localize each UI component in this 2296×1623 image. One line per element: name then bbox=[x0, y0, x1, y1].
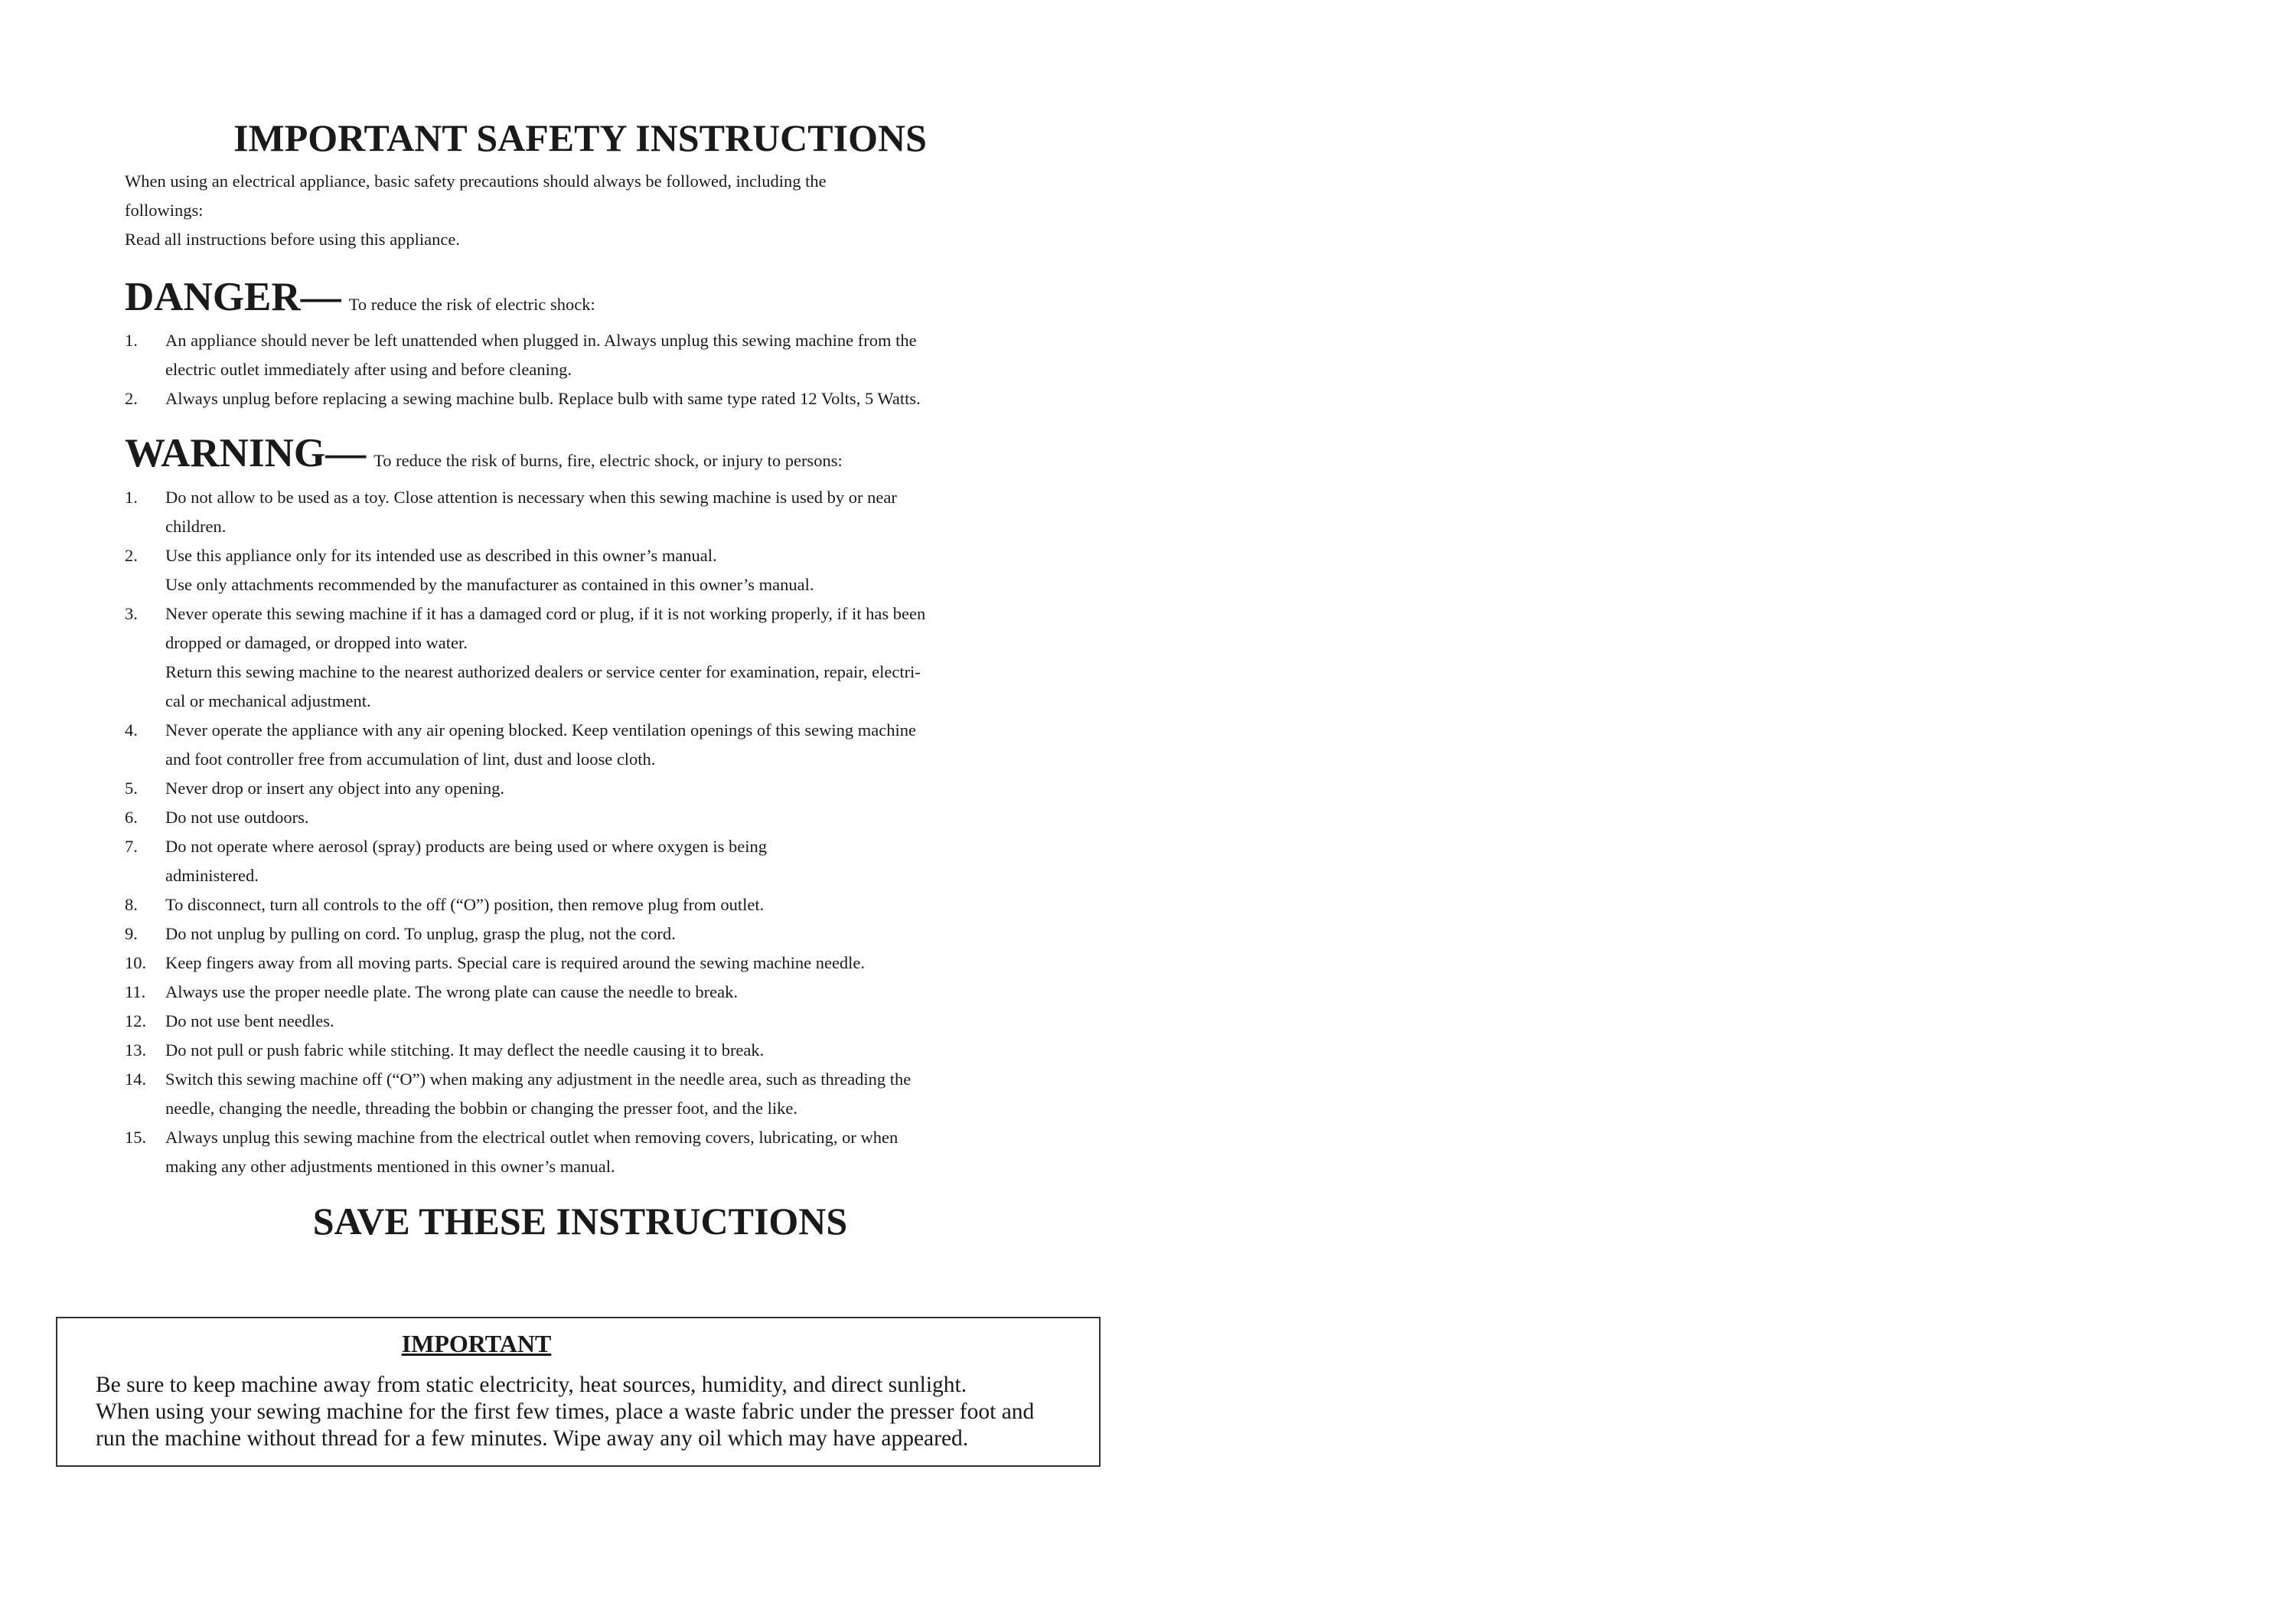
item-number: 1. bbox=[125, 331, 138, 350]
intro-paragraph bbox=[125, 167, 1043, 254]
item-text: Always use the proper needle plate. The wrong plate can cause the needle to break. bbox=[165, 982, 739, 1001]
item-number: 7. bbox=[125, 837, 138, 856]
warning-item bbox=[125, 1007, 1043, 1036]
intro-line: Read all instructions before using this appliance. bbox=[125, 230, 461, 249]
warning-title: WARNING— bbox=[125, 431, 367, 475]
item-number: 10. bbox=[125, 953, 147, 972]
item-text: Always unplug this sewing machine from the electrical outlet when removing covers, lubricating, or when making any other adjustments mentioned in this owner’s manual. bbox=[165, 1128, 899, 1176]
item-number: 15. bbox=[125, 1128, 147, 1147]
item-text: Never drop or insert any object into any opening. bbox=[165, 779, 505, 798]
item-number: 14. bbox=[125, 1069, 147, 1089]
item-text: Do not use outdoors. bbox=[165, 808, 309, 827]
item-number: 2. bbox=[125, 389, 138, 408]
item-text: An appliance should never be left unattended when plugged in. Always unplug this sewing machine from the electric outlet immediately after using and before cleaning. bbox=[165, 331, 917, 379]
item-number: 8. bbox=[125, 895, 138, 914]
warning-item bbox=[125, 1123, 1043, 1181]
danger-subtitle: To reduce the risk of electric shock: bbox=[348, 295, 595, 314]
item-text: Do not operate where aerosol (spray) products are being used or where oxygen is being administered. bbox=[165, 837, 767, 885]
warning-item bbox=[125, 919, 1043, 949]
warning-item bbox=[125, 949, 1043, 978]
item-number: 6. bbox=[125, 808, 138, 827]
intro-line: followings: bbox=[125, 201, 204, 220]
item-text: Do not pull or push fabric while stitching. It may deflect the needle causing it to break. bbox=[165, 1040, 765, 1060]
item-number: 11. bbox=[125, 982, 146, 1001]
warning-item bbox=[125, 803, 1043, 832]
intro-line: When using an electrical appliance, basic safety precautions should always be followed, including the bbox=[125, 171, 827, 191]
item-text: To disconnect, turn all controls to the off (“O”) position, then remove plug from outlet. bbox=[165, 895, 765, 914]
warning-item bbox=[125, 483, 1043, 541]
item-text: Do not allow to be used as a toy. Close attention is necessary when this sewing machine is used by or near children. bbox=[165, 488, 897, 536]
item-number: 9. bbox=[125, 924, 138, 943]
warning-item bbox=[125, 599, 1043, 716]
item-text: Switch this sewing machine off (“O”) when making any adjustment in the needle area, such as threading the needle, changing the needle, threading the bobbin or changing the presser foot, and the like. bbox=[165, 1069, 912, 1118]
warning-item bbox=[125, 774, 1043, 803]
warning-item bbox=[125, 978, 1043, 1007]
important-line: run the machine without thread for a few minutes. Wipe away any oil which may have appeared. bbox=[96, 1426, 969, 1451]
danger-item bbox=[125, 384, 1043, 413]
item-text: Never operate the appliance with any air opening blocked. Keep ventilation openings of this sewing machine and foot controller free from accumulation of lint, dust and loose cloth. bbox=[165, 720, 916, 769]
item-number: 1. bbox=[125, 488, 138, 507]
important-heading: IMPORTANT bbox=[401, 1330, 552, 1357]
danger-list bbox=[125, 326, 1043, 413]
warning-subtitle: To reduce the risk of burns, fire, electric shock, or injury to persons: bbox=[373, 451, 843, 470]
item-text: Keep fingers away from all moving parts. Special care is required around the sewing machine needle. bbox=[165, 953, 866, 972]
warning-list bbox=[125, 483, 1043, 1181]
warning-item bbox=[125, 832, 1043, 890]
danger-item bbox=[125, 326, 1043, 384]
warning-item bbox=[125, 1036, 1043, 1065]
item-number: 13. bbox=[125, 1040, 147, 1060]
danger-heading bbox=[125, 274, 595, 330]
item-text: Do not use bent needles. bbox=[165, 1011, 334, 1030]
item-text: Use this appliance only for its intended use as described in this owner’s manual. Use only attachments recommended by the manufacturer as contained in this owner’s manual. bbox=[165, 546, 814, 594]
save-instructions-title: SAVE THESE INSTRUCTIONS bbox=[312, 1200, 848, 1243]
warning-item bbox=[125, 890, 1043, 919]
important-body bbox=[96, 1372, 1091, 1452]
item-number: 3. bbox=[125, 604, 138, 623]
page-title: IMPORTANT SAFETY INSTRUCTIONS bbox=[233, 116, 927, 159]
important-line: When using your sewing machine for the first few times, place a waste fabric under the presser foot and bbox=[96, 1399, 1035, 1424]
warning-heading bbox=[125, 430, 843, 486]
important-notice-box bbox=[56, 1317, 1101, 1467]
warning-item bbox=[125, 541, 1043, 599]
important-line: Be sure to keep machine away from static electricity, heat sources, humidity, and direct sunlight. bbox=[96, 1373, 967, 1397]
warning-item bbox=[125, 716, 1043, 774]
item-number: 5. bbox=[125, 779, 138, 798]
item-number: 2. bbox=[125, 546, 138, 565]
item-text: Do not unplug by pulling on cord. To unplug, grasp the plug, not the cord. bbox=[165, 924, 676, 943]
item-number: 12. bbox=[125, 1011, 147, 1030]
item-number: 4. bbox=[125, 720, 138, 740]
item-text: Never operate this sewing machine if it has a damaged cord or plug, if it is not working properly, if it has been dropped or damaged, or dropped into water. Return this sewing machine to the nearest authorized dealers or service center for examination, repair, electri- cal or mechanical adjustment. bbox=[165, 604, 926, 710]
danger-title: DANGER— bbox=[125, 275, 341, 319]
warning-item bbox=[125, 1065, 1043, 1123]
item-text: Always unplug before replacing a sewing machine bulb. Replace bulb with same type rated 12 Volts, 5 Watts. bbox=[165, 389, 921, 408]
